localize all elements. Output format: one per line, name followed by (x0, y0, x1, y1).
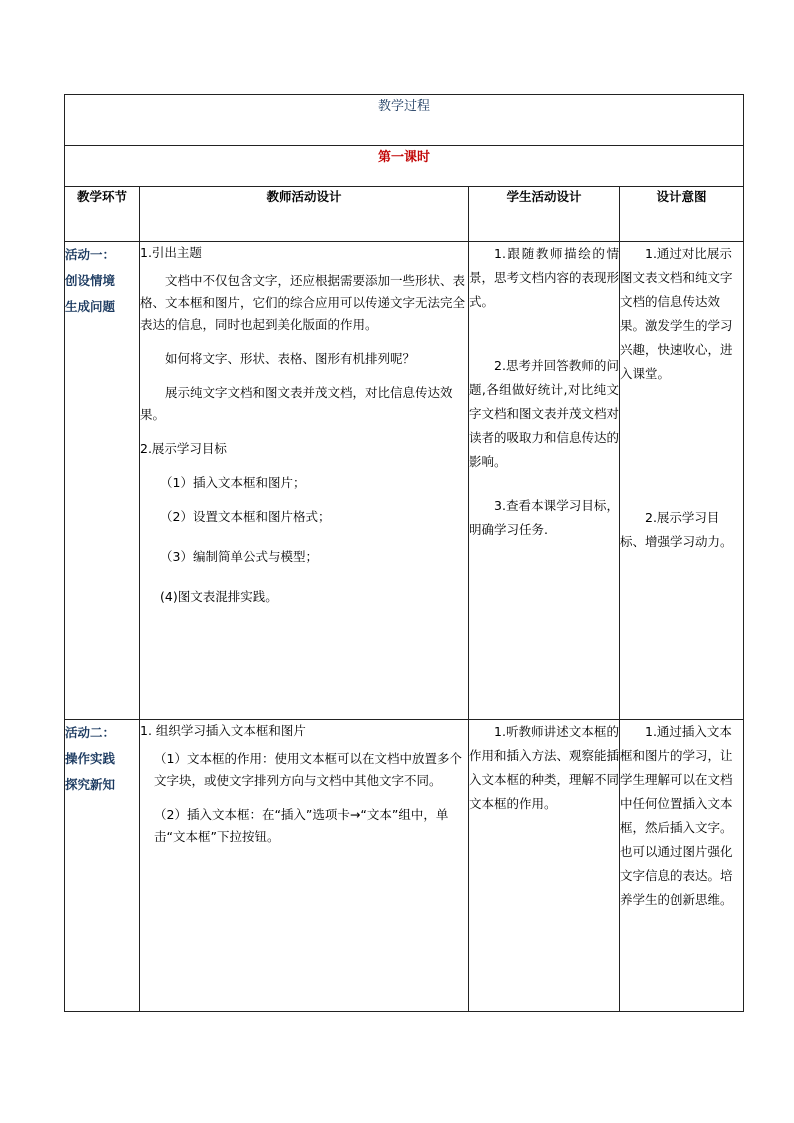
objective-item: （2）设置文本框和图片格式； (160, 509, 331, 524)
objective-item: (4)图文表混排实践。 (160, 589, 278, 604)
objective-item: （1）插入文本框和图片； (160, 475, 306, 490)
title-row (65, 95, 744, 146)
stage-label: 探究新知 (65, 777, 116, 792)
student-cell (469, 242, 620, 720)
stage-label: 活动二： (65, 725, 116, 740)
teacher-text: （1）文本框的作用：使用文本框可以在文档中放置多个文字块，或使文字排列方向与文档中其他文字不同。 (154, 751, 462, 788)
table-row (65, 242, 744, 720)
table-title: 教学过程 (378, 99, 431, 114)
teacher-text: 如何将文字、形状、表格、图形有机排列呢？ (165, 351, 416, 366)
header-row (65, 187, 744, 242)
title-cell (65, 95, 744, 146)
student-text: 3.查看本课学习目标，明确学习任务. (469, 498, 619, 537)
header-intent: 设计意图 (620, 187, 744, 242)
student-text: 1.听教师讲述文本框的作用和插入方法、观察能插入文本框的种类，理解不同文本框的作用。 (469, 724, 620, 811)
stage-label: 操作实践 (65, 751, 116, 766)
teacher-heading: 1. 组织学习插入文本框和图片 (140, 723, 306, 738)
teacher-text: 文档中不仅包含文字，还应根据需要添加一些形状、表格、文本框和图片，它们的综合应用可以传递文字无法完全表达的信息，同时也起到美化版面的作用。 (140, 273, 466, 332)
stage-label: 活动一： (65, 247, 116, 262)
student-cell (469, 720, 620, 1012)
header-student: 学生活动设计 (469, 187, 620, 242)
student-text: 2.思考并回答教师的问题,各组做好统计,对比纯文字文档和图文表并茂文档对读者的吸取力和信息传达的影响。 (469, 358, 620, 469)
teacher-cell (140, 242, 469, 720)
table-row (65, 720, 744, 1012)
intent-cell (620, 242, 744, 720)
teacher-heading: 2.展示学习目标 (140, 441, 227, 456)
stage-cell (65, 720, 140, 1012)
header-stage: 教学环节 (65, 187, 140, 242)
stage-label: 创设情境 (65, 273, 116, 288)
stage-label: 生成问题 (65, 299, 116, 314)
objective-item: （3）编制简单公式与模型； (160, 549, 318, 564)
student-text: 1.跟随教师描绘的情景，思考文档内容的表现形式。 (469, 246, 620, 309)
stage-cell (65, 242, 140, 720)
intent-cell (620, 720, 744, 1012)
intent-text: 2.展示学习目标、增强学习动力。 (620, 510, 733, 549)
teacher-text: 展示纯文字文档和图文表并茂文档，对比信息传达效果。 (140, 385, 453, 422)
teacher-cell (140, 720, 469, 1012)
session-cell (65, 146, 744, 187)
session-title: 第一课时 (378, 150, 431, 165)
teacher-text: （2）插入文本框：在“插入”选项卡→“文本”组中，单击“文本框”下拉按钮。 (154, 807, 449, 844)
teacher-heading: 1.引出主题 (140, 245, 202, 260)
lesson-table (64, 94, 744, 1012)
intent-text: 1.通过插入文本框和图片的学习，让学生理解可以在文档中任何位置插入文本框，然后插入文字。也可以通过图片强化文字信息的表达。培养学生的创新思维。 (620, 724, 733, 907)
intent-text: 1.通过对比展示图文表文档和纯文字文档的信息传达效果。激发学生的学习兴趣，快速收心，进入课堂。 (620, 246, 733, 381)
header-teacher: 教师活动设计 (140, 187, 469, 242)
session-row (65, 146, 744, 187)
